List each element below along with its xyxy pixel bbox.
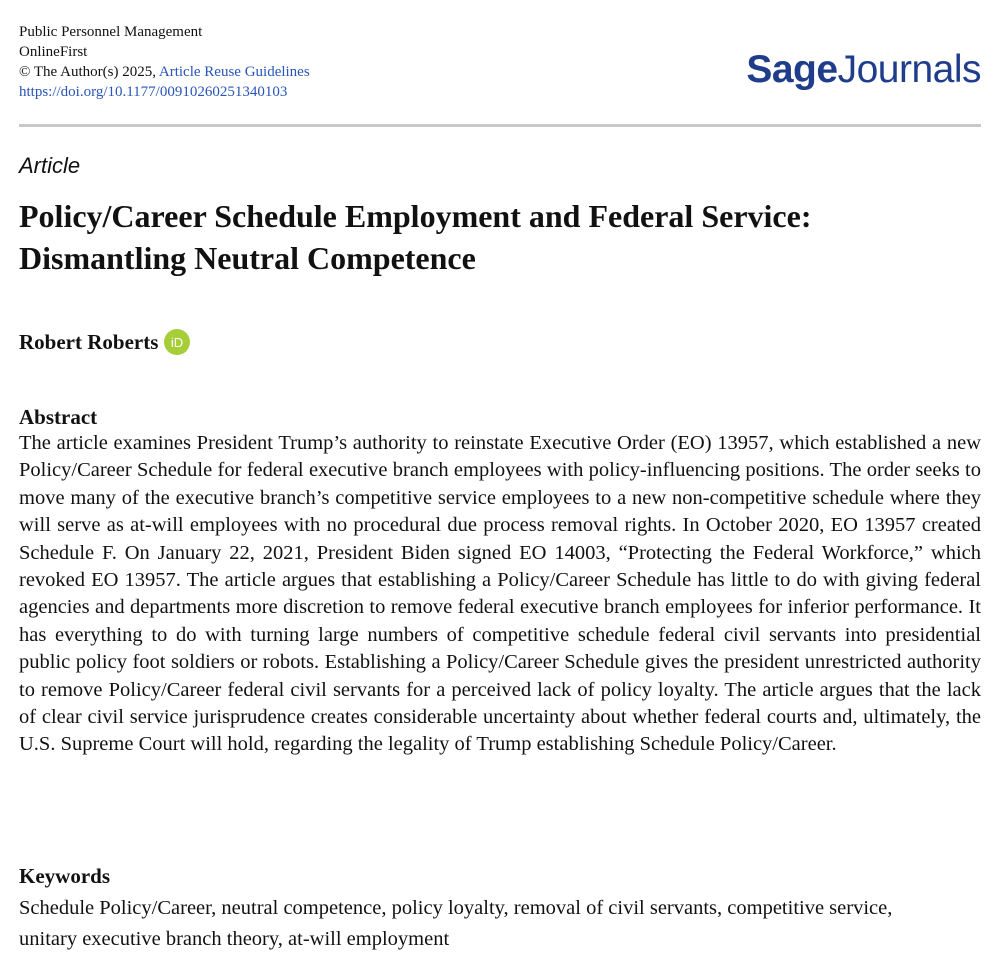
copyright-text: © The Author(s) 2025, [19, 64, 156, 80]
journal-name: Public Personnel Management [19, 24, 203, 40]
author-row [19, 328, 190, 356]
abstract-heading: Abstract [19, 405, 98, 429]
journal-metadata [19, 22, 310, 102]
brand-part-sage: Sage [746, 48, 838, 91]
article-type-label: Article [19, 153, 81, 178]
title-line-2: Dismantling Neutral Competence [19, 240, 476, 276]
reuse-guidelines-link[interactable]: Article Reuse Guidelines [158, 64, 310, 80]
publication-status: OnlineFirst [19, 44, 88, 60]
orcid-icon-label: iD [171, 335, 184, 350]
keywords-heading: Keywords [19, 864, 110, 888]
header-divider [19, 124, 981, 127]
keywords-text: Schedule Policy/Career, neutral competence, policy loyalty, removal of civil servants, competitive service, unitary executive branch theory, at-will employment [19, 897, 893, 950]
sage-journals-logo[interactable] [746, 48, 981, 92]
article-header [19, 22, 981, 122]
article-title [19, 195, 981, 279]
author-name[interactable]: Robert Roberts [19, 330, 159, 354]
orcid-icon[interactable] [164, 329, 190, 355]
brand-part-journals: Journals [837, 48, 981, 91]
abstract-text: The article examines President Trump’s authority to reinstate Executive Order (EO) 13957, which established a new Policy/Career Schedule for federal executive branch employees with policy-influencing positions. The order seeks to move many of the executive branch’s competitive service employees to a new non-competitive schedule where they will serve as at-will employees with no procedural due process removal rights. In October 2020, EO 13957 created Schedule F. On January 22, 2021, President Biden signed EO 14003, “Protecting the Federal Workforce,” which revoked EO 13957. The article argues that establishing a Policy/Career Schedule has little to do with giving federal agencies and departments more discretion to remove federal executive branch employees for inferior performance. It has everything to do with turning large numbers of competitive schedule federal civil servants into presidential public policy foot soldiers or robots. Establishing a Policy/Career Schedule gives the president unrestricted authority to remove Policy/Career federal civil servants for a perceived lack of policy loyalty. The article argues that the lack of clear civil service jurisprudence creates considerable uncertainty about whether federal courts and, ultimately, the U.S. Supreme Court will hold, regarding the legality of Trump establishing Schedule Policy/Career. [19, 432, 981, 756]
copyright-line [19, 62, 310, 82]
doi-link[interactable]: https://doi.org/10.1177/00910260251340103 [19, 84, 288, 100]
title-line-1: Policy/Career Schedule Employment and Federal Service: [19, 198, 812, 234]
